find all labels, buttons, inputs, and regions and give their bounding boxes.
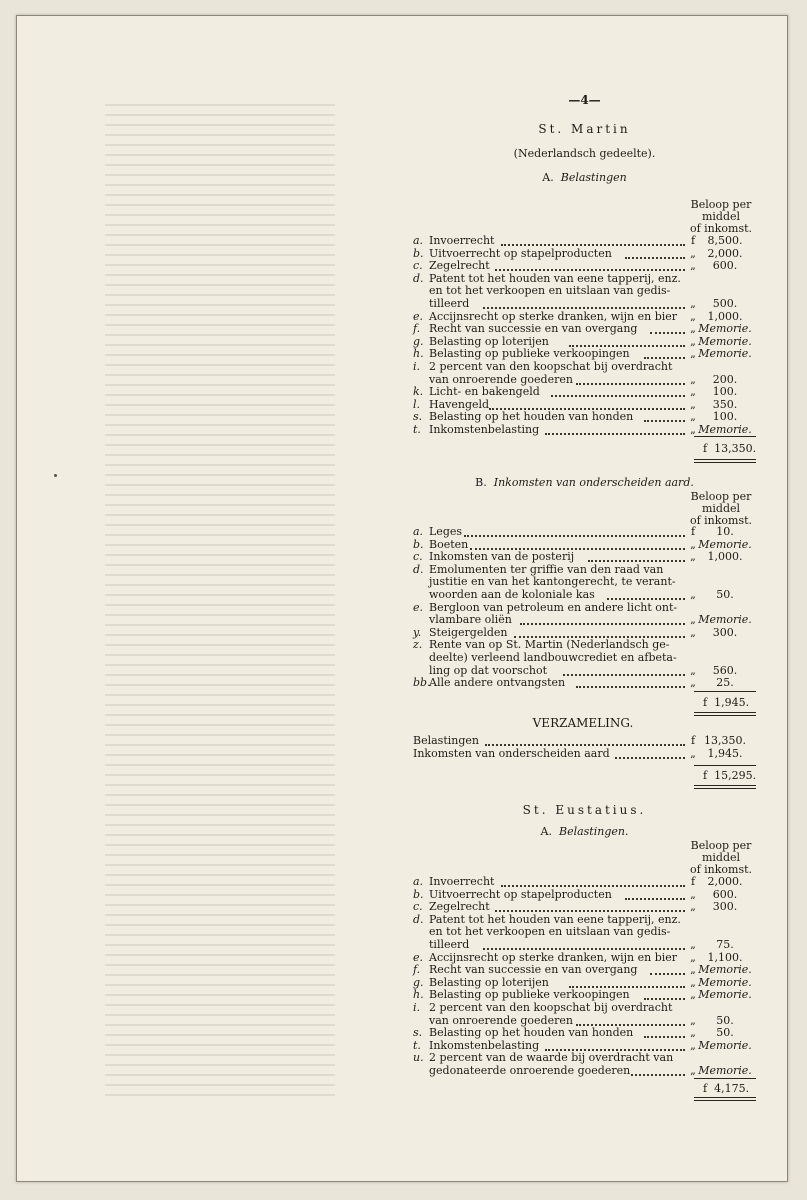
total-st-martin-belastingen	[703, 442, 756, 455]
item-text: Belasting op publieke verkoopingen	[429, 988, 630, 1002]
island-subtitle: (Nederlandsch gedeelte).	[513, 147, 656, 160]
section-title: Belastingen	[560, 171, 627, 184]
item-letter: y.	[413, 625, 422, 639]
item-amount: Memorie.	[698, 1064, 752, 1077]
leader-dots	[631, 1073, 685, 1076]
item-text: en tot het verkoopen en uitslaan van gedis-	[429, 925, 671, 939]
leader-dots	[501, 884, 685, 887]
item-letter: c.	[413, 900, 423, 914]
item-letter: d.	[413, 562, 424, 576]
list-item	[413, 424, 756, 436]
total-st-eustatius	[703, 1082, 749, 1095]
list-item	[413, 323, 756, 335]
item-letter: b.	[413, 887, 424, 901]
leader-dots	[576, 685, 685, 688]
item-amount: 75.	[716, 938, 734, 951]
currency-mark: „	[690, 410, 696, 424]
currency-mark: „	[690, 550, 696, 564]
list-item	[413, 876, 756, 888]
list-item	[413, 914, 756, 926]
item-amount: 500.	[712, 297, 738, 310]
total-currency: f	[703, 696, 708, 709]
item-amount: Memorie.	[698, 334, 752, 348]
list-item	[413, 652, 756, 664]
leader-dots	[644, 356, 685, 359]
item-text: 2 percent van den koopschat bij overdracht	[429, 1001, 673, 1014]
leader-dots	[650, 331, 685, 334]
item-letter: u.	[413, 1051, 424, 1065]
paper-speck	[54, 474, 57, 477]
list-item	[413, 361, 756, 373]
leader-dots	[464, 534, 685, 537]
leader-dots	[489, 407, 685, 410]
item-text: tilleerd	[429, 297, 470, 310]
item-letter: g.	[413, 334, 424, 348]
total-value: 4,175.	[714, 1082, 750, 1095]
item-text: Accijnsrecht op sterke dranken, wijn en bier	[429, 950, 678, 964]
currency-mark: „	[690, 372, 696, 386]
item-letter: h.	[413, 347, 424, 361]
currency-mark: „	[690, 588, 696, 601]
item-text: ling op dat voorschot	[429, 663, 547, 677]
item-text: Inkomstenbelasting	[429, 423, 540, 436]
item-amount: Memorie.	[698, 1038, 752, 1052]
item-text: Patent tot het houden van eene tapperij, enz.	[429, 271, 681, 285]
document-page	[16, 15, 788, 1182]
leader-dots	[545, 1048, 685, 1051]
leader-dots	[495, 909, 685, 912]
item-text: Boeten	[429, 537, 469, 551]
item-text: Belasting op loterijen	[429, 334, 549, 348]
page-number: —4—	[568, 93, 601, 107]
currency-mark: f	[690, 875, 696, 888]
currency-mark: „	[690, 537, 696, 551]
item-letter: d.	[413, 271, 424, 285]
list-item	[413, 399, 756, 411]
item-text: Inkomsten van onderscheiden aard	[413, 746, 610, 760]
list-item	[413, 939, 756, 951]
item-letter: b.	[413, 246, 424, 260]
list-item	[413, 926, 756, 938]
item-text: Accijnsrecht op sterke dranken, wijn en bier	[429, 309, 678, 323]
leader-dots	[615, 756, 685, 759]
item-amount: 350.	[712, 397, 738, 411]
item-letter: e.	[413, 950, 424, 964]
item-amount: 1,100.	[707, 950, 743, 964]
column-header-line: middel	[701, 851, 741, 864]
item-letter: e.	[413, 600, 424, 614]
total-value: 1,945.	[714, 696, 750, 709]
list-item	[413, 735, 756, 747]
section-letter: A.	[540, 825, 552, 838]
item-amount: Memorie.	[698, 988, 752, 1002]
double-rule	[694, 459, 756, 463]
column-header-line: of inkomst.	[689, 514, 753, 527]
item-amount: Memorie.	[698, 963, 752, 977]
leader-dots	[483, 947, 685, 950]
section-heading-st-martin-b	[413, 476, 756, 489]
list-item	[413, 1052, 756, 1064]
item-text: Belasting op het houden van honden	[429, 410, 634, 424]
item-amount: 300.	[712, 625, 738, 639]
column-header-line: Beloop per	[690, 490, 752, 503]
column-header-line: middel	[701, 210, 741, 223]
item-text: Belastingen	[413, 734, 479, 747]
currency-mark: „	[690, 988, 696, 1002]
currency-mark: „	[690, 950, 696, 964]
leader-dots	[625, 256, 685, 259]
item-text: Uitvoerrecht op stapelproducten	[429, 887, 612, 901]
currency-mark: „	[690, 385, 696, 399]
item-text: Bergloon van petroleum en andere licht ont-	[429, 600, 678, 614]
column-header	[686, 840, 756, 876]
total-currency: f	[703, 1082, 708, 1095]
currency-mark: „	[690, 1064, 696, 1077]
list-item	[413, 298, 756, 310]
list-item	[413, 614, 756, 626]
item-text: Zegelrecht	[429, 900, 490, 914]
list-item	[413, 273, 756, 285]
item-text: gedonateerde onroerende goederen	[429, 1064, 631, 1077]
item-letter: l.	[413, 397, 421, 411]
item-text: deelte) verleend landbouwcrediet en afbeta-	[429, 651, 677, 664]
item-amount: Memorie.	[698, 347, 752, 361]
item-amount: Memorie.	[698, 423, 752, 436]
list-item	[413, 677, 756, 689]
currency-mark: „	[690, 676, 696, 690]
leader-dots	[501, 243, 685, 246]
currency-mark: „	[690, 322, 696, 336]
list-item	[413, 989, 756, 1001]
item-amount: 2,000.	[707, 875, 743, 888]
item-text: Rente van op St. Martin (Nederlandsch ge-	[429, 638, 670, 652]
leader-dots	[650, 972, 685, 975]
total-currency: f	[703, 442, 708, 455]
currency-mark: „	[690, 309, 696, 323]
list-item	[413, 665, 756, 677]
leader-dots	[625, 897, 685, 900]
item-amount: 560.	[712, 663, 738, 677]
item-text: Recht van successie en van overgang	[429, 963, 638, 977]
item-text: Steigergelden	[429, 625, 508, 639]
section-letter: A.	[542, 171, 554, 184]
leader-dots	[588, 559, 685, 562]
column-header-line: Beloop per	[690, 839, 752, 852]
section-letter: B.	[475, 476, 487, 489]
list-item	[413, 1002, 756, 1014]
item-letter: f.	[413, 963, 421, 977]
list-item	[413, 374, 756, 386]
section-heading-st-martin-a	[413, 171, 756, 184]
list-item	[413, 260, 756, 272]
currency-mark: „	[690, 900, 696, 914]
column-header	[686, 491, 756, 527]
leader-dots	[563, 673, 685, 676]
list-item	[413, 539, 756, 551]
item-letter: a.	[413, 234, 424, 247]
item-text: Uitvoerrecht op stapelproducten	[429, 246, 612, 260]
currency-mark: „	[690, 423, 696, 436]
double-rule	[694, 1097, 756, 1101]
double-rule	[694, 712, 756, 716]
item-amount: 600.	[712, 887, 738, 901]
currency-mark: „	[690, 975, 696, 989]
list-item	[413, 386, 756, 398]
list-item	[413, 551, 756, 563]
item-text: Havengeld	[429, 397, 490, 411]
item-text: 2 percent van den koopschat bij overdracht	[429, 360, 673, 373]
column-header-line: Beloop per	[690, 198, 752, 211]
item-amount: 1,945.	[707, 746, 743, 760]
item-text: Invoerrecht	[429, 234, 495, 247]
leader-dots	[545, 432, 685, 435]
verzameling-heading: VERZAMELING.	[532, 716, 634, 730]
list-item	[413, 248, 756, 260]
item-amount: 2,000.	[707, 246, 743, 260]
item-text: Leges	[429, 525, 463, 538]
list-item	[413, 285, 756, 297]
section-title: Inkomsten van onderscheiden aard.	[493, 476, 694, 489]
list-item	[413, 526, 756, 538]
column-header	[686, 199, 756, 235]
leader-dots	[644, 1035, 685, 1038]
currency-mark: „	[690, 347, 696, 361]
item-amount: Memorie.	[698, 975, 752, 989]
total-value: 13,350.	[714, 442, 757, 455]
section-heading-st-eustatius-a	[413, 825, 756, 838]
currency-mark: „	[690, 938, 696, 951]
item-amount: 13,350.	[704, 734, 746, 747]
list-item	[413, 1040, 756, 1052]
leader-dots	[520, 622, 685, 625]
item-text: woorden aan de koloniale kas	[429, 588, 595, 601]
item-text: Inkomsten van de posterij	[429, 550, 575, 564]
total-currency: f	[703, 769, 708, 782]
currency-mark: „	[690, 246, 696, 260]
total-value: 15,295.	[714, 769, 757, 782]
currency-mark: „	[690, 625, 696, 639]
currency-mark: f	[690, 525, 696, 538]
total-verzameling	[703, 769, 756, 782]
list-item	[413, 1065, 756, 1077]
list-item	[413, 748, 756, 760]
item-text: Patent tot het houden van eene tapperij, enz.	[429, 912, 681, 926]
total-st-martin-inkomsten	[703, 696, 749, 709]
currency-mark: „	[690, 397, 696, 411]
item-letter: c.	[413, 550, 423, 564]
item-amount: 300.	[712, 900, 738, 914]
leader-dots	[576, 382, 685, 385]
item-amount: 8,500.	[707, 234, 743, 247]
list-item	[413, 564, 756, 576]
item-text: Inkomstenbelasting	[429, 1038, 540, 1052]
leader-dots	[644, 419, 685, 422]
item-letter: t.	[413, 423, 421, 436]
item-letter: s.	[413, 1026, 423, 1040]
item-text: Recht van successie en van overgang	[429, 322, 638, 336]
list-item	[413, 639, 756, 651]
total-rule	[694, 436, 756, 437]
item-letter: s.	[413, 410, 423, 424]
item-letter: i.	[413, 1001, 421, 1014]
leader-dots	[495, 268, 685, 271]
leader-dots	[644, 997, 685, 1000]
item-text: Alle andere ontvangsten	[429, 676, 566, 690]
item-amount: 50.	[716, 1026, 734, 1040]
item-amount: 50.	[716, 588, 734, 601]
list-item	[413, 602, 756, 614]
leader-dots	[569, 344, 685, 347]
island-title-st-martin: St. Martin	[538, 122, 631, 136]
item-text: Licht- en bakengeld	[429, 385, 540, 399]
total-rule	[694, 765, 756, 766]
column-header-line: middel	[701, 502, 741, 515]
list-item	[413, 1027, 756, 1039]
list-item	[413, 589, 756, 601]
item-letter: f.	[413, 322, 421, 336]
item-text: vlambare oliën	[429, 613, 512, 627]
item-letter: c.	[413, 259, 423, 273]
island-title-st-eustatius: St. Eustatius.	[522, 803, 647, 817]
column-header-line: of inkomst.	[689, 222, 753, 235]
item-text: van onroerende goederen	[429, 372, 573, 386]
item-amount: 200.	[712, 372, 738, 386]
total-rule	[694, 1078, 756, 1079]
item-text: tilleerd	[429, 938, 470, 951]
item-letter: d.	[413, 912, 424, 926]
list-item	[413, 235, 756, 247]
list-item	[413, 311, 756, 323]
currency-mark: „	[690, 963, 696, 977]
currency-mark: „	[690, 334, 696, 348]
list-item	[413, 411, 756, 423]
leader-dots	[551, 394, 685, 397]
list-item	[413, 336, 756, 348]
item-amount: Memorie.	[698, 322, 752, 336]
currency-mark: „	[690, 746, 696, 760]
item-amount: 100.	[712, 410, 738, 424]
list-item	[413, 576, 756, 588]
bleed-through-text	[105, 96, 335, 1096]
list-item	[413, 977, 756, 989]
leader-dots	[569, 985, 685, 988]
item-amount: 25.	[716, 676, 734, 690]
list-item	[413, 1015, 756, 1027]
leader-dots	[470, 547, 685, 550]
list-item	[413, 952, 756, 964]
currency-mark: „	[690, 297, 696, 310]
currency-mark: „	[690, 887, 696, 901]
item-text: Belasting op loterijen	[429, 975, 549, 989]
currency-mark: f	[690, 234, 696, 247]
item-text: Zegelrecht	[429, 259, 490, 273]
item-letter: t.	[413, 1038, 421, 1052]
currency-mark: „	[690, 1038, 696, 1052]
currency-mark: „	[690, 1026, 696, 1040]
item-letter: e.	[413, 309, 424, 323]
item-letter: g.	[413, 975, 424, 989]
item-amount: 600.	[712, 259, 738, 273]
item-text: Belasting op publieke verkoopingen	[429, 347, 630, 361]
item-amount: 1,000.	[707, 550, 743, 564]
item-letter: a.	[413, 525, 424, 538]
item-text: 2 percent van de waarde bij overdracht van	[429, 1051, 674, 1065]
section-title: Belastingen.	[558, 825, 629, 838]
currency-mark: „	[690, 259, 696, 273]
item-amount: 1,000.	[707, 309, 743, 323]
leader-dots	[607, 597, 685, 600]
item-letter: z.	[413, 638, 423, 652]
item-letter: i.	[413, 360, 421, 373]
currency-mark: „	[690, 1013, 696, 1027]
item-text: van onroerende goederen	[429, 1013, 573, 1027]
item-text: Emolumenten ter griffie van den raad van	[429, 562, 664, 576]
total-rule	[694, 691, 756, 692]
item-letter: h.	[413, 988, 424, 1002]
list-item	[413, 627, 756, 639]
item-text: en tot het verkoopen en uitslaan van gedis-	[429, 284, 671, 298]
item-letter: k.	[413, 385, 424, 399]
currency-mark: f	[690, 734, 696, 747]
leader-dots	[485, 743, 685, 746]
leader-dots	[576, 1023, 685, 1026]
leader-dots	[514, 635, 685, 638]
item-text: justitie en van het kantongerecht, te verant-	[429, 575, 676, 589]
list-item	[413, 964, 756, 976]
item-text: Invoerrecht	[429, 875, 495, 888]
item-letter: a.	[413, 875, 424, 888]
column-header-line: of inkomst.	[689, 863, 753, 876]
item-amount: 50.	[716, 1013, 734, 1027]
item-amount: 10.	[716, 525, 734, 538]
list-item	[413, 348, 756, 360]
item-letter: bb.	[413, 676, 431, 690]
currency-mark: „	[690, 613, 696, 627]
item-letter: b.	[413, 537, 424, 551]
leader-dots	[483, 306, 685, 309]
item-amount: 100.	[712, 385, 738, 399]
item-amount: Memorie.	[698, 613, 752, 627]
currency-mark: „	[690, 663, 696, 677]
list-item	[413, 889, 756, 901]
double-rule	[694, 785, 756, 789]
item-text: Belasting op het houden van honden	[429, 1026, 634, 1040]
item-amount: Memorie.	[698, 537, 752, 551]
list-item	[413, 901, 756, 913]
